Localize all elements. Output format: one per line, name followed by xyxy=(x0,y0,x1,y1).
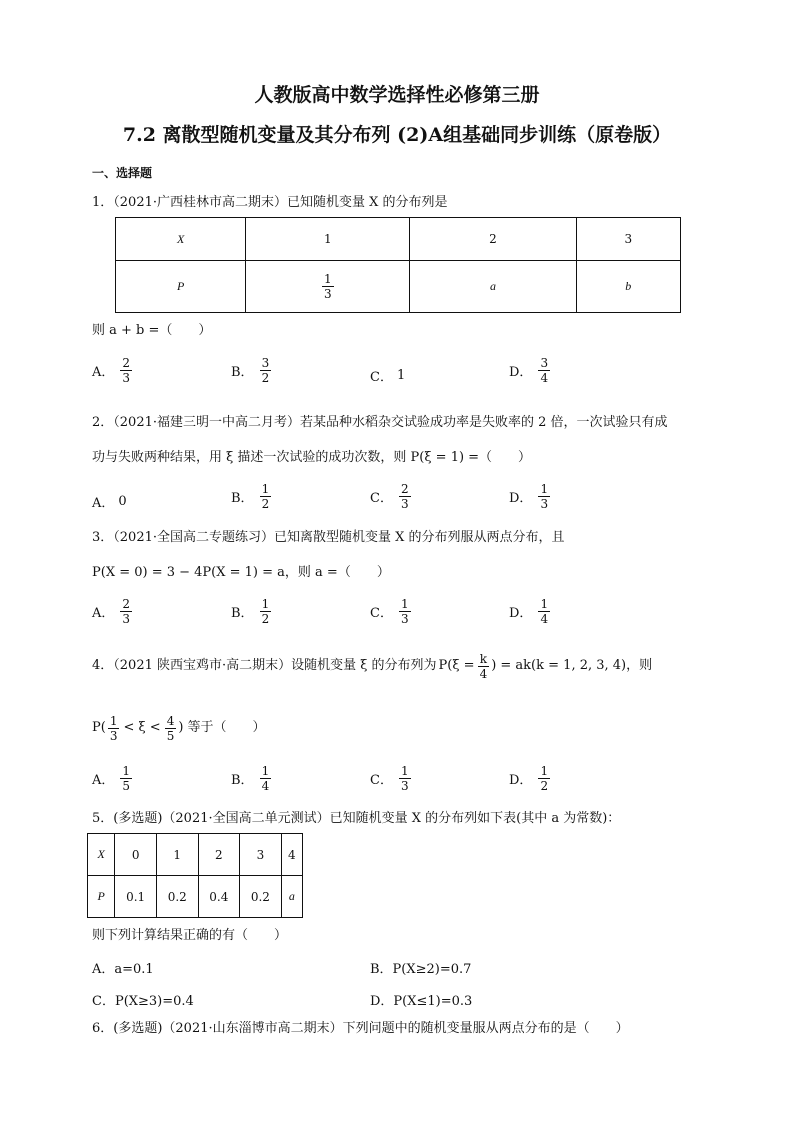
q5-cell: 1 xyxy=(156,834,198,876)
q1-cell: b xyxy=(576,261,680,313)
q1-option-d[interactable]: D． $\frac{3}{4}$ xyxy=(509,356,549,385)
q1-cell: 2 xyxy=(410,218,576,261)
q5-cell: 2 xyxy=(198,834,240,876)
q1-ask: 则 a + b =（ ） xyxy=(92,323,212,338)
q4-line2: P( $\frac{1}{3}$ < ξ < $\frac{4}{5}$ ) 等于（ ） xyxy=(92,713,266,743)
q4-option-b[interactable]: B． $\frac{1}{4}$ xyxy=(231,764,270,793)
q5-cell: P xyxy=(88,876,115,918)
q2-line1: 2．（2021·福建三明一中高二月考）若某品种水稻杂交试验成功率是失败率的 2 倍，一次试验只有成 xyxy=(92,415,668,430)
q3-option-a[interactable]: A． $\frac{2}{3}$ xyxy=(92,597,131,626)
q5-cell: 4 xyxy=(281,834,302,876)
q1-table xyxy=(115,217,681,313)
q5-cell: 0.2 xyxy=(156,876,198,918)
q1-option-a[interactable]: A． $\frac{2}{3}$ xyxy=(92,356,131,385)
q2-option-c[interactable]: C． $\frac{2}{3}$ xyxy=(370,482,409,511)
q4-option-c[interactable]: C． $\frac{1}{3}$ xyxy=(370,764,409,793)
q3-line1: 3．（2021·全国高二专题练习）已知离散型随机变量 X 的分布列服从两点分布，且 xyxy=(92,530,565,545)
q3-option-b[interactable]: B． $\frac{1}{2}$ xyxy=(231,597,270,626)
q2-option-d[interactable]: D． $\frac{1}{3}$ xyxy=(509,482,549,511)
q5-option-b[interactable]: B．P(X≥2)=0.7 xyxy=(370,962,472,977)
q5-option-a[interactable]: A．a=0.1 xyxy=(92,962,154,977)
q5-cell: 0.4 xyxy=(198,876,240,918)
q3-option-d[interactable]: D． $\frac{1}{4}$ xyxy=(509,597,549,626)
q5-ask: 则下列计算结果正确的有（ ） xyxy=(92,928,288,943)
q1-cell: 3 xyxy=(576,218,680,261)
q2-option-a[interactable]: A． 0 xyxy=(92,494,127,511)
q5-cell: X xyxy=(88,834,115,876)
q5-cell: 3 xyxy=(240,834,282,876)
q4-option-a[interactable]: A． $\frac{1}{5}$ xyxy=(92,764,131,793)
page-title: 人教版高中数学选择性必修第三册 xyxy=(254,84,540,106)
q2-line2: 功与失败两种结果，用 ξ 描述一次试验的成功次数，则 P(ξ = 1) =（ ） xyxy=(92,450,532,465)
q5-option-d[interactable]: D．P(X≤1)=0.3 xyxy=(370,994,473,1009)
q5-option-c[interactable]: C．P(X≥3)=0.4 xyxy=(92,994,194,1009)
q3-line2: P(X = 0) = 3 − 4P(X = 1) = a，则 a =（ ） xyxy=(92,565,390,580)
q1-cell: P xyxy=(116,261,246,313)
q5-cell: 0.2 xyxy=(240,876,282,918)
q5-cell: 0.1 xyxy=(115,876,157,918)
q5-cell: 0 xyxy=(115,834,157,876)
section-heading: 一、选择题 xyxy=(92,166,153,180)
q1-stem: 1．（2021·广西桂林市高二期末）已知随机变量 X 的分布列是 xyxy=(92,195,448,210)
q6-stem: 6．(多选题)（2021·山东淄博市高二期末）下列问题中的随机变量服从两点分布的是（ ） xyxy=(92,1021,629,1036)
q5-cell: a xyxy=(281,876,302,918)
q1-cell-fraction: $\frac{1}{3}$ xyxy=(246,261,410,313)
q5-table xyxy=(87,833,303,918)
q1-cell: 1 xyxy=(246,218,410,261)
q3-option-c[interactable]: C． $\frac{1}{3}$ xyxy=(370,597,409,626)
q1-cell: X xyxy=(116,218,246,261)
q1-cell: a xyxy=(410,261,576,313)
page-subtitle: 7.2 离散型随机变量及其分布列 (2)A组基础同步训练（原卷版） xyxy=(122,124,672,146)
q2-option-b[interactable]: B． $\frac{1}{2}$ xyxy=(231,482,270,511)
q1-option-c[interactable]: C． 1 xyxy=(370,368,406,385)
q4-option-d[interactable]: D． $\frac{1}{2}$ xyxy=(509,764,549,793)
q5-stem: 5．(多选题)（2021·全国高二单元测试）已知随机变量 X 的分布列如下表(其中 a 为常数)： xyxy=(92,811,621,826)
q1-option-b[interactable]: B． $\frac{3}{2}$ xyxy=(231,356,270,385)
q4-line1: 4．（2021 陕西宝鸡市·高二期末）设随机变量 ξ 的分布列为 P(ξ = $\frac{k}{4}$ ) = ak(k = 1, 2, 3, 4)，则 xyxy=(92,651,653,681)
